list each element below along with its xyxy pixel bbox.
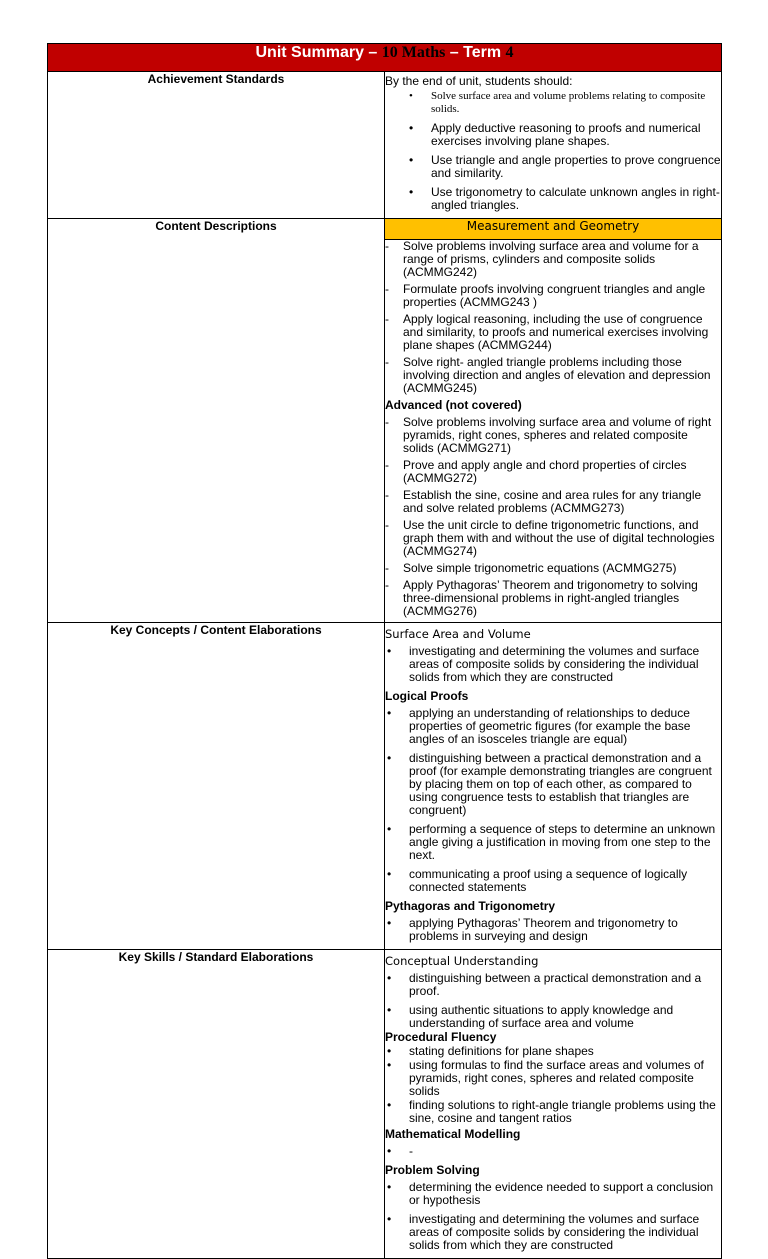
section-heading: Procedural Fluency [385,1030,497,1044]
section-heading: Pythagoras and Trigonometry [385,899,556,913]
list-item: - Formulate proofs involving congruent triangles and angle properties (ACMMG243 ) [385,283,721,309]
list-item: - Solve simple trigonometric equations (ACMMG275) [385,562,721,575]
content-descriptions [385,240,722,623]
list-item: • distinguishing between a practical demonstration and a proof. [385,972,721,998]
achievement-intro: By the end of unit, students should: [385,74,573,88]
content-list [385,240,721,395]
list-item: - Solve problems involving surface area and volume for a range of prisms, cylinders and composite solids (ACMMG242) [385,240,721,279]
advanced-list [385,416,721,618]
achievement-label: Achievement Standards [48,72,385,219]
list-item: - Apply logical reasoning, including the use of congruence and similarity, to proofs and numerical exercises involving plane shapes (ACMMG244) [385,313,721,352]
list-item: • Solve surface area and volume problems relating to composite solids. [385,90,721,116]
list-item: • stating definitions for plane shapes [385,1045,721,1058]
section-heading: Surface Area and Volume [385,627,531,641]
unit-summary-table [47,43,722,1259]
list-item: • investigating and determining the volumes and surface areas of composite solids by considering the individual solids from which they are constructed [385,1213,721,1252]
key-concepts-content [385,623,722,950]
key-skills-label: Key Skills / Standard Elaborations [48,950,385,1259]
list-item: - Solve right- angled triangle problems including those involving direction and angles of elevation and depression (ACMMG245) [385,356,721,395]
section-list [385,645,721,684]
list-item: - Establish the sine, cosine and area rules for any triangle and solve related problems (ACMMG273) [385,489,721,515]
title-subject: 10 Maths [381,44,446,61]
strand-band: Measurement and Geometry [385,219,722,240]
section-heading: Conceptual Understanding [385,954,539,968]
section-heading: Mathematical Modelling [385,1127,521,1141]
list-item: • determining the evidence needed to support a conclusion or hypothesis [385,1181,721,1207]
list-item: - Prove and apply angle and chord properties of circles (ACMMG272) [385,459,721,485]
section-list [385,972,721,1030]
list-item: - Solve problems involving surface area and volume of right pyramids, right cones, spheres and related composite solids (ACMMG271) [385,416,721,455]
list-item: • finding solutions to right-angle triangle problems using the sine, cosine and tangent ratios [385,1099,721,1125]
list-item: • using authentic situations to apply knowledge and understanding of surface area and volume [385,1004,721,1030]
achievement-content [385,72,722,219]
section-list [385,1145,721,1158]
list-item: • using formulas to find the surface areas and volumes of pyramids, right cones, spheres and related composite solids [385,1059,721,1098]
list-item: - Apply Pythagoras’ Theorem and trigonometry to solving three-dimensional problems in right-angled triangles (ACMMG276) [385,579,721,618]
list-item: • performing a sequence of steps to determine an unknown angle giving a justification in moving from one step to the next. [385,823,721,862]
list-item: • communicating a proof using a sequence of logically connected statements [385,868,721,894]
list-item: • Apply deductive reasoning to proofs and numerical exercises involving plane shapes. [385,122,721,148]
title-prefix: Unit Summary – [255,44,382,61]
section-heading: Logical Proofs [385,689,469,703]
advanced-heading: Advanced (not covered) [385,398,522,412]
list-item: • applying Pythagoras’ Theorem and trigonometry to problems in surveying and design [385,917,721,943]
key-skills-content [385,950,722,1259]
content-label: Content Descriptions [48,219,385,623]
list-item: • - [385,1145,721,1158]
section-list [385,1181,721,1252]
list-item: • Use trigonometry to calculate unknown angles in right-angled triangles. [385,186,721,212]
section-list [385,917,721,943]
list-item: • Use triangle and angle properties to prove congruence and similarity. [385,154,721,180]
section-list [385,707,721,894]
list-item: • applying an understanding of relationships to deduce properties of geometric figures (for example the base angles of an isosceles triangle are equal) [385,707,721,746]
list-item: • distinguishing between a practical demonstration and a proof (for example demonstrating triangles are congruent by placing them on top of each other, as compared to using congruence tests to establish that triangles are congruent) [385,752,721,817]
list-item: • investigating and determining the volumes and surface areas of composite solids by considering the individual solids from which they are constructed [385,645,721,684]
title-middle: – Term [445,44,506,61]
title-term: 4 [505,44,514,61]
title-bar [48,44,722,72]
list-item: - Use the unit circle to define trigonometric functions, and graph them with and without the use of digital technologies (ACMMG274) [385,519,721,558]
section-list [385,1045,721,1125]
section-heading: Problem Solving [385,1163,480,1177]
achievement-list [385,90,721,212]
key-concepts-label: Key Concepts / Content Elaborations [48,623,385,950]
